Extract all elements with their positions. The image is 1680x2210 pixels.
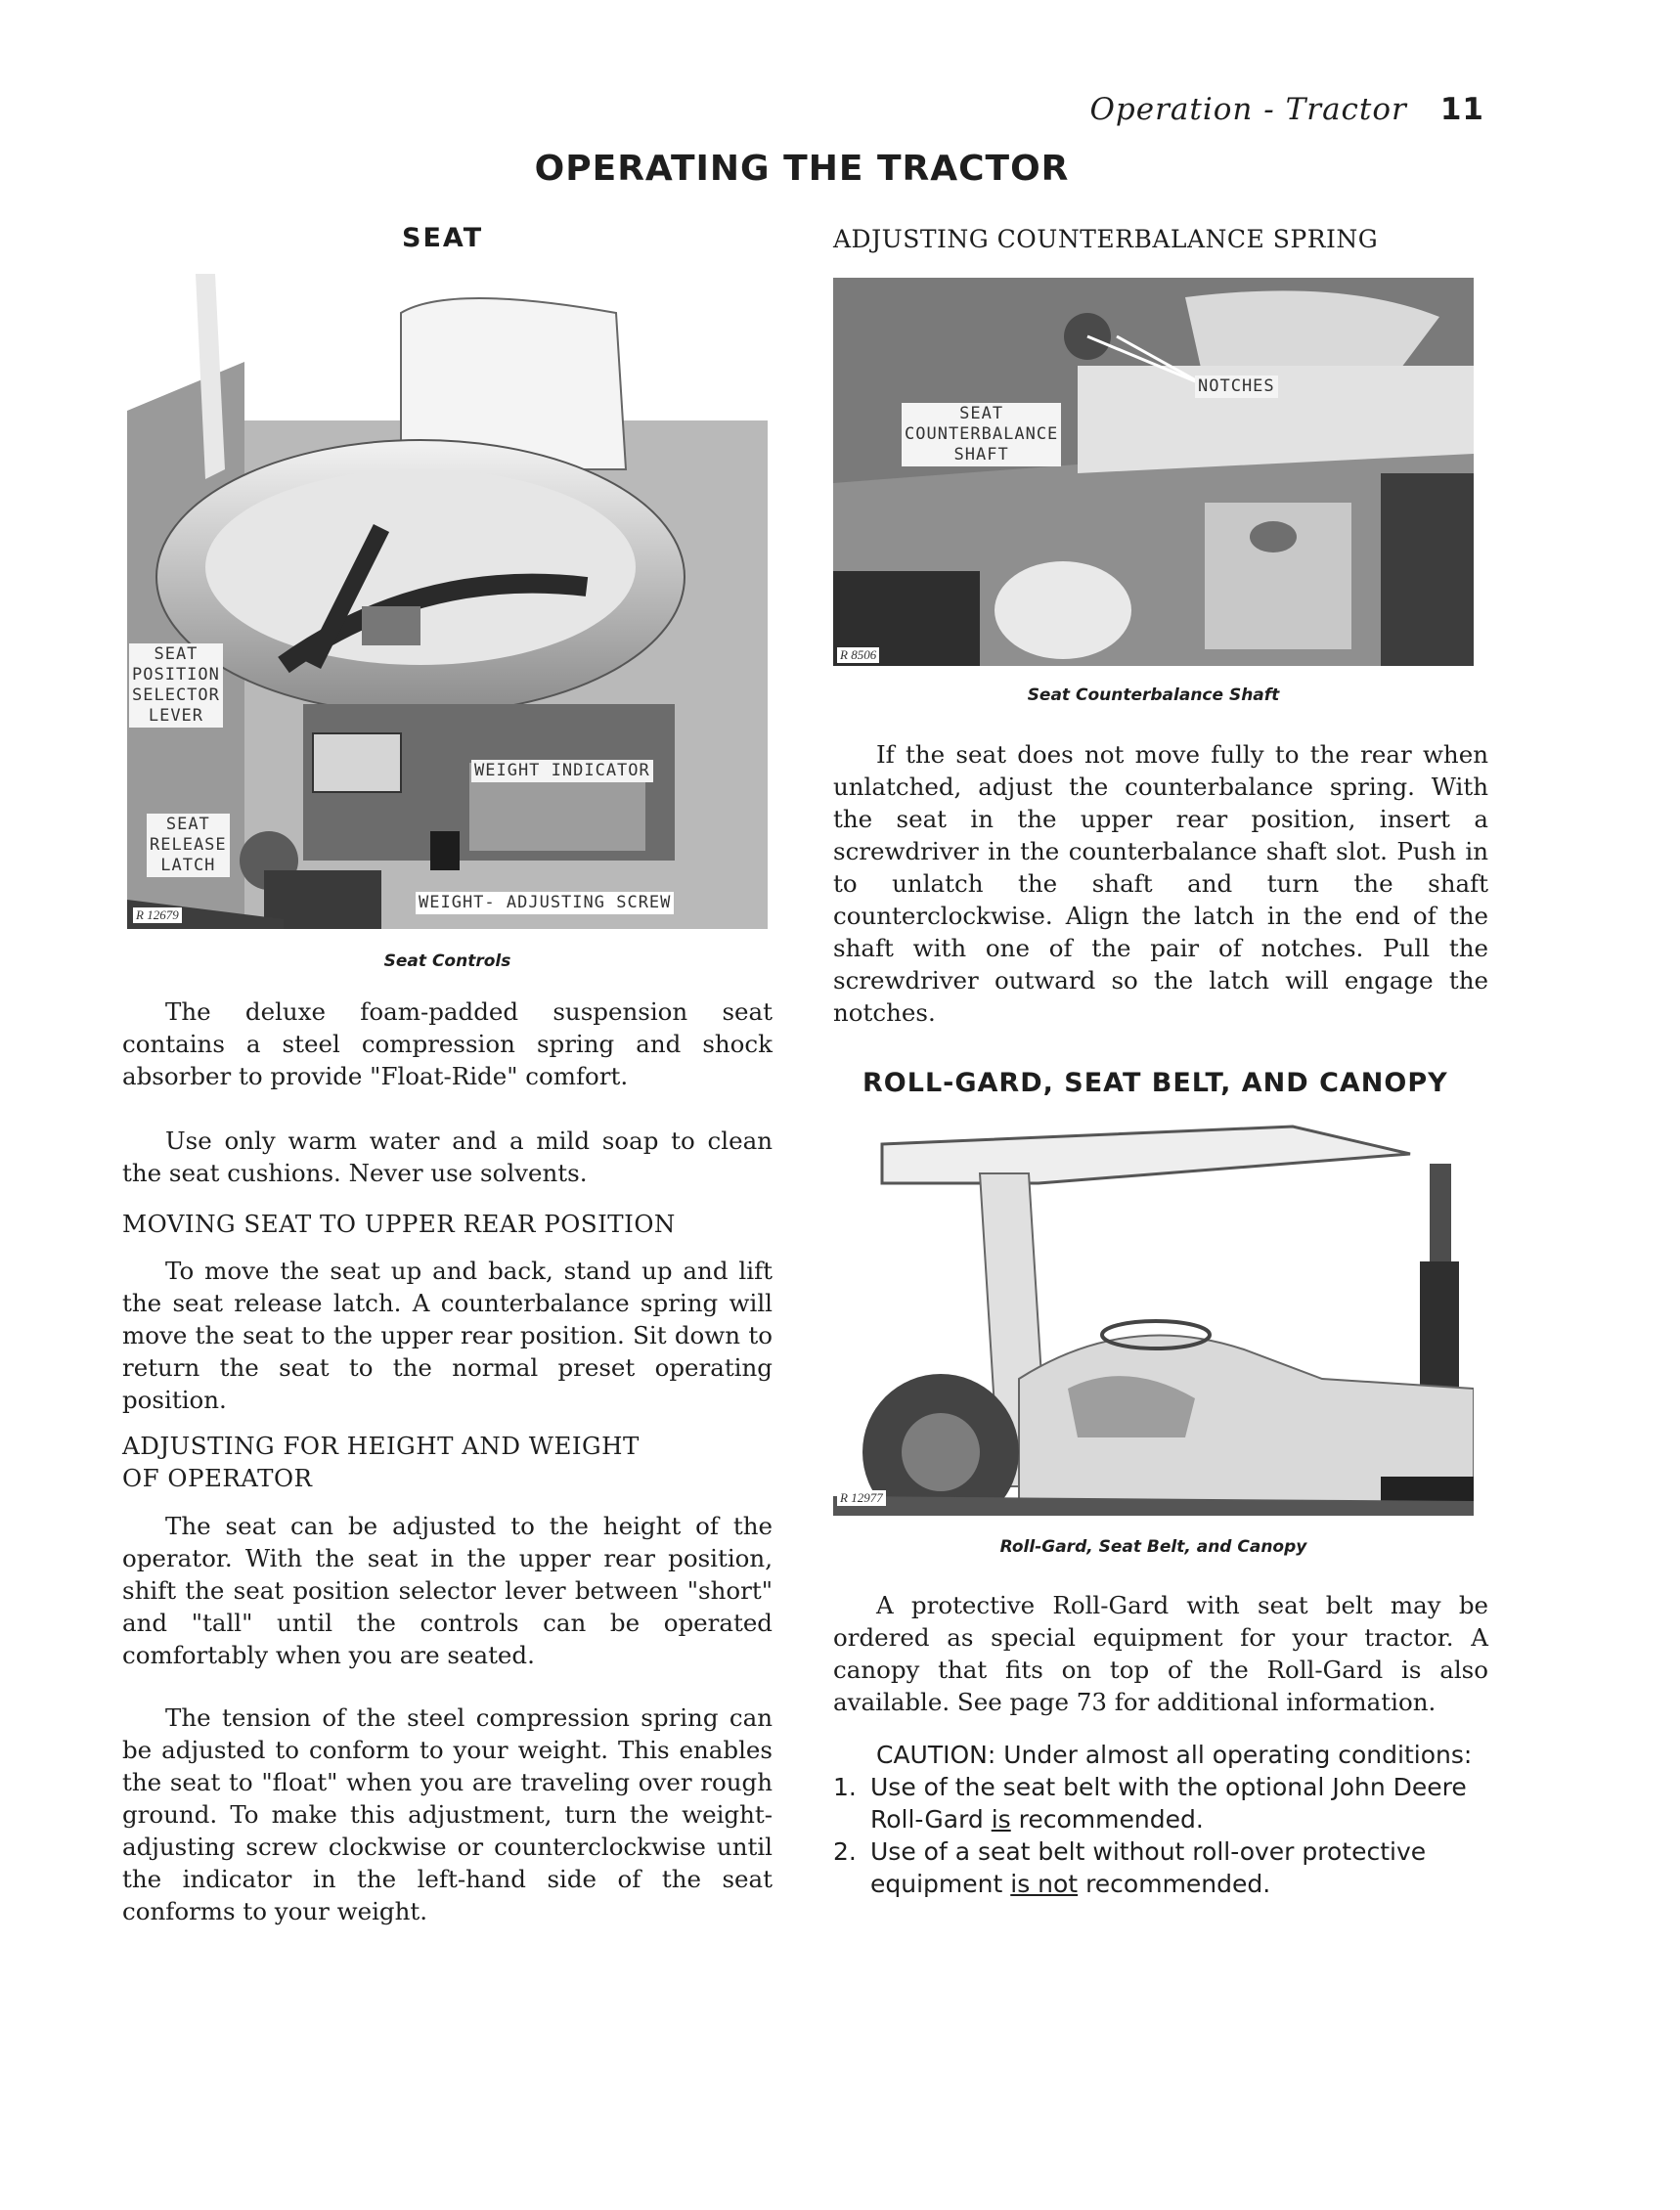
right-text-block-2 [833, 1589, 1488, 1718]
item-text: Use of a seat belt without roll-over protective equipment [870, 1837, 1427, 1898]
seat-controls-photo [127, 274, 768, 929]
label-line: SEAT [165, 815, 210, 834]
ref-number: R 12977 [837, 1490, 886, 1506]
paragraph: The deluxe foam-padded suspension seat contains a steel compression spring and shock absorber to provide "Float-Ride" comfort. [122, 997, 773, 1090]
label-line: RELEASE [150, 835, 227, 855]
caution-item [833, 1835, 1488, 1900]
left-text-block-4 [122, 1510, 773, 1671]
item-number: 2. [833, 1837, 857, 1866]
label-line: LATCH [160, 856, 216, 875]
item-text: recommended. [1010, 1805, 1204, 1834]
label-line: SEAT [154, 644, 199, 664]
subheading-line: OF OPERATOR [122, 1464, 313, 1492]
caution-box [833, 1739, 1488, 1900]
figure-caption: Roll-Gard, Seat Belt, and Canopy [999, 1537, 1307, 1557]
item-text: recommended. [1078, 1870, 1271, 1898]
label-line: SHAFT [953, 445, 1009, 464]
counterbalance-heading: ADJUSTING COUNTERBALANCE SPRING [833, 225, 1379, 253]
paragraph: The seat can be adjusted to the height of the operator. With the seat in the upper rear position, shift the seat position selector lever between "short" and "tall" until the controls can be operated comfortably when you are seated. [122, 1512, 773, 1669]
left-text-block-3 [122, 1255, 773, 1416]
running-header [1089, 92, 1484, 127]
figure-caption: Seat Controls [383, 951, 511, 971]
paragraph: To move the seat up and back, stand up and lift the seat release latch. A counterbalance spring will move the seat to the upper rear position. Sit down to return the seat to the normal preset operating position. [122, 1257, 773, 1414]
label-line: SELECTOR [132, 685, 220, 705]
running-title: Operation - Tractor [1089, 92, 1407, 127]
left-text-block-5 [122, 1702, 773, 1927]
page-number: 11 [1439, 92, 1484, 127]
label-weight-adjusting-screw: WEIGHT- ADJUSTING SCREW [416, 892, 674, 914]
label-seat-position-selector-lever [129, 643, 223, 728]
label-line: POSITION [132, 665, 220, 685]
paragraph: Use only warm water and a mild soap to clean the seat cushions. Never use solvents. [122, 1127, 773, 1187]
label-seat-release-latch [147, 814, 230, 877]
item-emphasis: is not [1010, 1870, 1079, 1898]
paragraph: A protective Roll-Gard with seat belt may be ordered as special equipment for your tractor. A canopy that fits on top of the Roll-Gard is also available. See page 73 for additional information. [833, 1591, 1488, 1716]
item-text: Use of the seat belt with the optional John Deere Roll-Gard [870, 1773, 1467, 1834]
left-text-block-2 [122, 1125, 773, 1189]
label-line: SEAT [959, 404, 1004, 423]
page-title: OPERATING THE TRACTOR [534, 149, 1070, 189]
seat-heading: SEAT [402, 223, 484, 253]
counterbalance-illustration [833, 278, 1474, 666]
caution-list [833, 1771, 1488, 1900]
label-weight-indicator: WEIGHT INDICATOR [471, 760, 653, 782]
roll-gard-heading: ROLL-GARD, SEAT BELT, AND CANOPY [862, 1068, 1448, 1098]
ref-number: R 8506 [837, 647, 879, 663]
label-notches: NOTCHES [1195, 376, 1278, 398]
subheading [122, 1430, 773, 1494]
subheading-line: ADJUSTING FOR HEIGHT AND WEIGHT [122, 1432, 640, 1460]
counterbalance-photo [833, 278, 1474, 666]
left-text-block-1 [122, 995, 773, 1092]
paragraph: The tension of the steel compression spring can be adjusted to conform to your weight. This enables the seat to "float" when you are traveling over rough ground. To make this adjustment, turn the weight-adjusting screw clockwise or counterclockwise until the indicator in the left-hand side of the seat conforms to your weight. [122, 1703, 773, 1925]
paragraph: If the seat does not move fully to the rear when unlatched, adjust the counterbalance spring. With the seat in the upper rear position, insert a screwdriver in the counterbalance shaft slot. Push in to unlatch the shaft and turn the shaft counterclockwise. Align the latch in the end of the shaft with one of the pair of notches. Pull the screwdriver outward so the latch will engage the notches. [833, 740, 1488, 1027]
label-seat-counterbalance-shaft [902, 403, 1061, 466]
roll-gard-photo [833, 1115, 1474, 1516]
item-emphasis: is [991, 1805, 1011, 1834]
label-line: COUNTERBALANCE [905, 424, 1059, 444]
figure-caption: Seat Counterbalance Shaft [1027, 685, 1280, 705]
ref-number: R 12679 [133, 907, 182, 923]
caution-intro: CAUTION: Under almost all operating conditions: [876, 1741, 1473, 1769]
label-line: LEVER [148, 706, 204, 726]
item-number: 1. [833, 1773, 857, 1801]
right-text-block-1 [833, 738, 1488, 1029]
subheading: MOVING SEAT TO UPPER REAR POSITION [122, 1210, 676, 1238]
caution-item [833, 1771, 1488, 1835]
roll-gard-illustration [833, 1115, 1474, 1516]
